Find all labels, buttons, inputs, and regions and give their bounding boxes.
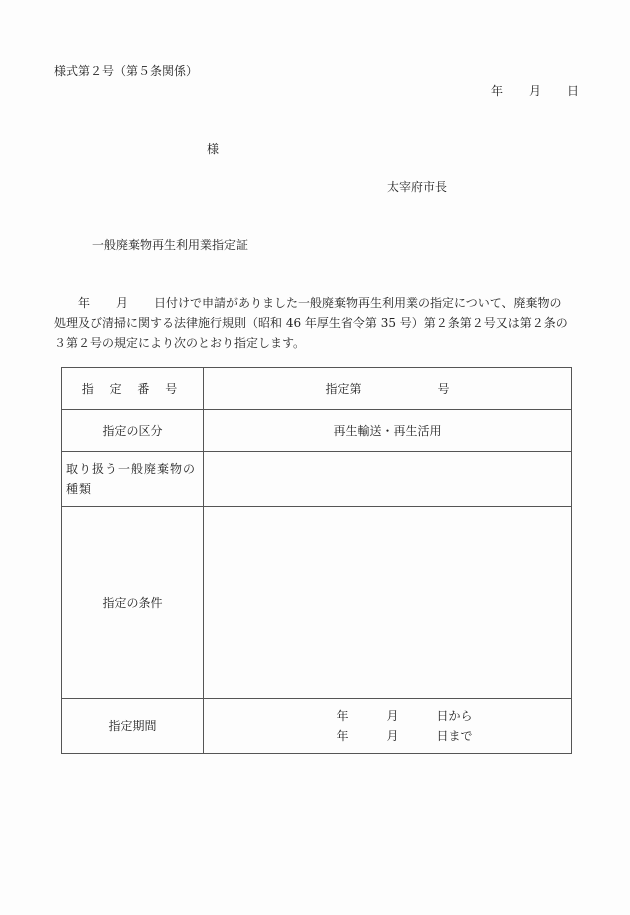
row-value-conditions <box>204 507 572 699</box>
row-value-waste-type <box>204 452 572 507</box>
body-line-1-text: 日付けで申請がありました一般廃棄物再生利用業の指定について、廃棄物の <box>154 296 562 310</box>
body-year: 年 <box>78 296 91 310</box>
number-prefix: 指定第 <box>325 381 362 396</box>
issue-date <box>491 84 579 98</box>
body-line-2: 処理及び清掃に関する法律施行規則（昭和 46 年厚生省令第 35 号）第２条第２号又は第２条の <box>54 316 568 330</box>
date-month: 月 <box>529 84 542 98</box>
row-value-period <box>204 699 572 754</box>
date-day: 日 <box>567 84 580 98</box>
body-line-3: ３第２号の規定により次のとおり指定します。 <box>54 336 306 350</box>
row-value-number <box>204 368 572 410</box>
form-number: 様式第２号（第５条関係） <box>54 64 199 78</box>
row-label-waste-type: 取り扱う一般廃棄物の種類 <box>62 452 204 507</box>
body-line-1 <box>54 293 584 313</box>
table-row <box>62 452 572 507</box>
addressee-suffix: 様 <box>207 142 220 156</box>
row-label-period: 指定期間 <box>62 699 204 754</box>
body-month: 月 <box>116 296 129 310</box>
row-value-category: 再生輸送・再生活用 <box>204 410 572 452</box>
row-label-conditions: 指定の条件 <box>62 507 204 699</box>
table-row <box>62 368 572 410</box>
period-to: 年 月 日まで <box>336 729 473 743</box>
row-label-category: 指定の区分 <box>62 410 204 452</box>
body-paragraph <box>54 293 584 353</box>
row-label-number: 指 定 番 号 <box>62 368 204 410</box>
table-row <box>62 410 572 452</box>
table-row <box>62 699 572 754</box>
date-year: 年 <box>491 84 504 98</box>
document-title: 一般廃棄物再生利用業指定証 <box>92 238 249 252</box>
table-row <box>62 507 572 699</box>
issuer-name: 太宰府市長 <box>387 180 448 194</box>
number-suffix: 号 <box>437 381 450 396</box>
designation-table <box>61 367 572 754</box>
period-from: 年 月 日から <box>336 709 473 723</box>
